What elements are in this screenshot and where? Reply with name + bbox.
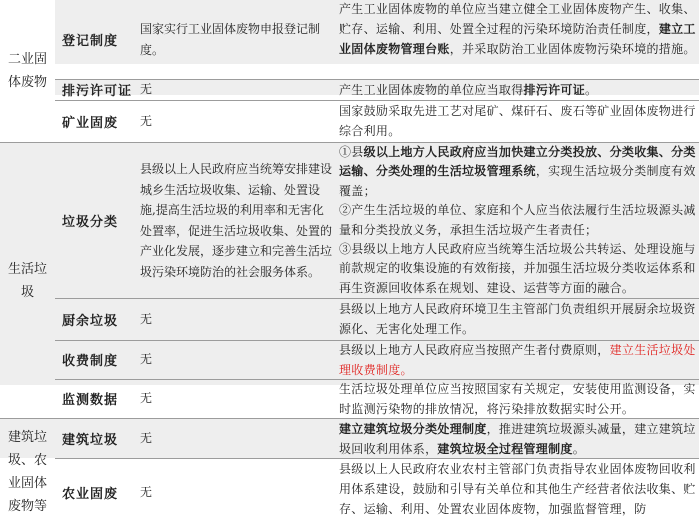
- category-label: 二业固体废物: [7, 52, 47, 90]
- middle-text: 无: [140, 391, 153, 406]
- middle-text: 无: [140, 311, 153, 326]
- desc-monitoring: [339, 379, 697, 419]
- middle-text: 无: [140, 484, 153, 499]
- label-construction: 建筑垃圾: [62, 433, 119, 448]
- middle-monitoring: [140, 379, 332, 418]
- middle-agri: [140, 459, 332, 525]
- category-household-waste: [0, 143, 55, 418]
- desc-registration: [339, 0, 697, 59]
- desc-mining: [339, 101, 697, 141]
- middle-text: 县级以上人民政府应当统筹安排建设城乡生活垃圾收集、运输、处置设施,提高生活垃圾的利用率和无害化处置率，促进生活垃圾收集、处置的产业化发展，逐步建立和完善生活垃圾污染环境防治的社会服务体系。: [140, 162, 333, 279]
- desc-bold: 建立建筑垃圾分类处理制度: [339, 422, 487, 436]
- desc-text: ，实现生活垃圾分类制度有效覆盖；: [339, 164, 696, 198]
- middle-text: 无: [140, 431, 153, 446]
- category-construction-agri: [0, 419, 55, 525]
- label-agri: 农业固废: [62, 486, 119, 502]
- desc-text: ，并采取防治工业固体废物污染环境的措施。: [449, 42, 696, 56]
- desc-construction: [339, 419, 697, 459]
- middle-registration: [140, 0, 332, 79]
- category-industrial-solid-waste: [0, 0, 55, 142]
- label-fees: 收费制度: [62, 354, 119, 369]
- desc-text: ②产生生活垃圾的单位、家庭和个人应当依法履行生活垃圾源头减量和分类投放义务，承担生活垃圾产生者责任；: [339, 203, 696, 237]
- middle-kitchen: [140, 298, 332, 340]
- category-label: 建筑垃圾、农业固体废物等: [7, 430, 47, 514]
- middle-permit: [140, 79, 332, 100]
- desc-bold: 建筑垃圾全过程管理制度: [437, 442, 573, 456]
- category-label: 生活垃圾: [7, 261, 47, 300]
- desc-text: 。: [585, 83, 598, 97]
- desc-bold: 排污许可证: [523, 83, 586, 97]
- desc-text: 产生工业固体废物的单位应当建立健全工业固体废物产生、收集、贮存、运输、利用、处置全过程的污染环境防治责任制度，: [339, 2, 696, 36]
- desc-text: ③县级以上地方人民政府应当统筹生活垃圾公共转运、处理设施与前款规定的收集设施的有效衔接，并加强生活垃圾分类收运体系和再生资源回收体系在规划、建设、运营等方面的融合。: [339, 242, 696, 295]
- desc-text: 县级以上人民政府农业农村主管部门负责指导农业固体废物回收利用体系建设，鼓励和引导有关单位和其他生产经营者依法收集、贮存、运输、利用、处置农业固体废物，加强监督管理，防: [339, 462, 696, 516]
- desc-fees: [339, 340, 697, 380]
- middle-mining: [140, 100, 332, 142]
- desc-text: 国家鼓励采取先进工艺对尾矿、煤矸石、废石等矿业固体废物进行综合利用。: [339, 104, 696, 138]
- desc-permit: [339, 80, 697, 100]
- desc-text: 县级以上地方人民政府应当按照产生者付费原则，: [339, 343, 610, 357]
- desc-text: ，推进建筑垃圾源头减量，建立建筑垃圾回收利用体系，: [339, 422, 696, 456]
- desc-bold: 建立工业固体废物管理台账: [339, 22, 696, 56]
- desc-sorting: [339, 143, 697, 298]
- middle-text: 无: [140, 82, 153, 97]
- desc-text: ①县: [339, 145, 364, 159]
- label-kitchen: 厨余垃圾: [62, 313, 119, 329]
- label-registration: 登记制度: [62, 34, 119, 49]
- middle-text: 国家实行工业固体废物申报登记制度。: [140, 22, 321, 57]
- middle-fees: [140, 340, 332, 379]
- middle-text: 无: [140, 352, 153, 367]
- desc-text: 县级以上地方人民政府环境卫生主管部门负责组织开展厨余垃圾资源化、无害化处理工作。: [339, 302, 696, 336]
- label-mining: 矿业固废: [62, 115, 119, 131]
- middle-text: 无: [140, 113, 153, 128]
- label-sorting: 垃圾分类: [62, 215, 119, 230]
- desc-text: 生活垃圾处理单位应当按照国家有关规定，安装使用监测设备，实时监测污染物的排放情况，将污染排放数据实时公开。: [339, 382, 696, 416]
- desc-kitchen: [339, 299, 697, 339]
- desc-text: 产生工业固体废物的单位应当取得: [339, 83, 524, 97]
- middle-sorting: [140, 143, 332, 298]
- middle-construction: [140, 419, 332, 458]
- desc-highlight: 建立生活垃圾处理收费制度。: [339, 343, 696, 377]
- label-permit: 排污许可证: [62, 84, 133, 99]
- desc-agri: [339, 459, 697, 525]
- label-monitoring: 监测数据: [62, 393, 119, 408]
- desc-text: 。: [572, 442, 586, 456]
- desc-bold: 级以上地方人民政府应当加快建立分类投放、分类收集、分类运输、分类处理的生活垃圾管理系统: [339, 145, 696, 179]
